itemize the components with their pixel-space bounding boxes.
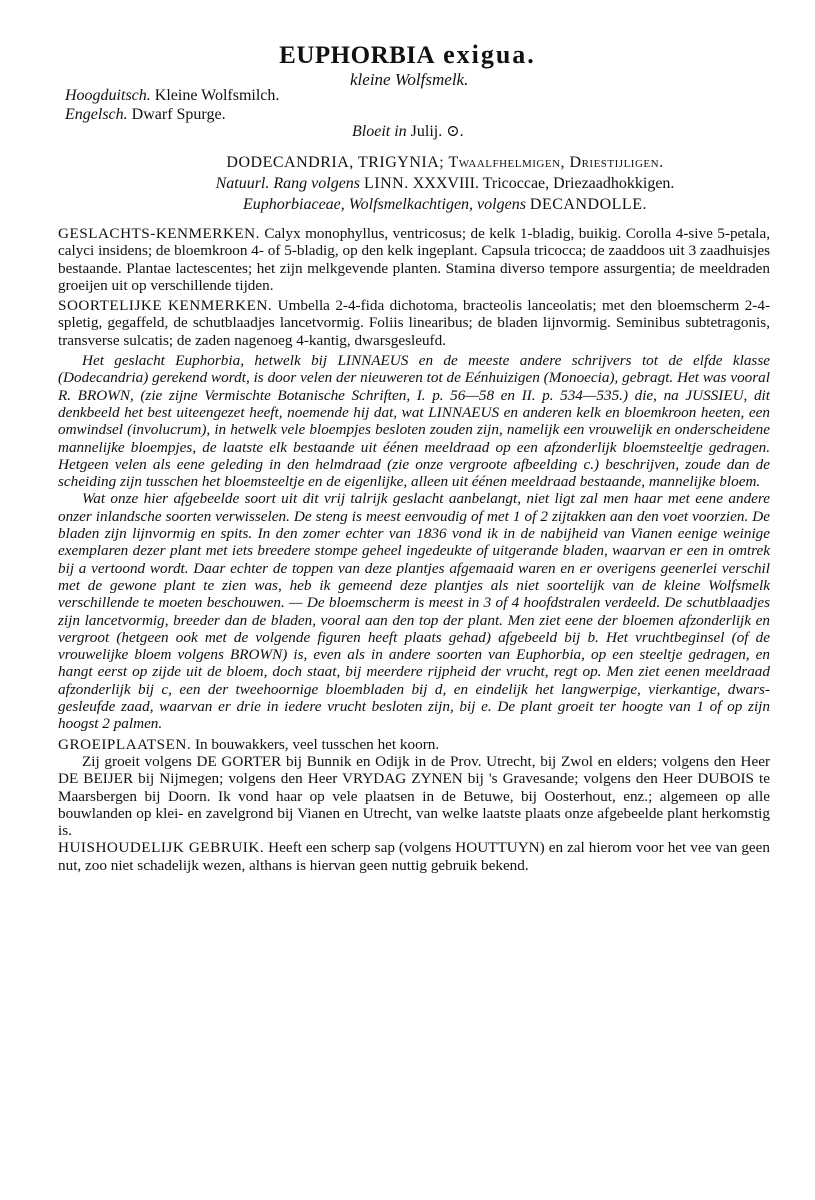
dutch-common-name: kleine Wolfsmelk. xyxy=(350,70,469,89)
domestic-use-text: Heeft een scherp sap (volgens HOUTTUYN) en zal hierom voor het vee van geen nut, zoo niet schadelijk wezen, althans is hiervan geen nuttig gebruik bekend. xyxy=(58,839,770,874)
classification-line-1: DODECANDRIA, TRIGYNIA; Twaalfhelmigen, Driestijligen. xyxy=(226,154,664,171)
habitat-locations: Zij groeit volgens DE GORTER bij Bunnik en Odijk in de Prov. Utrecht, bij Zwol en elders; volgens den Heer DE BEIJER bij Nijmegen; volgens den Heer VRYDAG ZYNEN bij 's Gravesande; volgens den Heer DUBOIS te Maarsbergen bij Doorn. Ik vond haar op vele plaatsen in de Betuwe, bij Oosterhout, enz.; algemeen op alle bouwlanden op klei- en zavelgrond bij Vianen en Utrecht, van welke laatste plaats onze afgebeelde plant herkomstig is. xyxy=(58,752,770,840)
domestic-use xyxy=(58,839,770,874)
flowering-month: Julij. xyxy=(410,123,443,140)
rank-author: LINN. xyxy=(364,175,409,192)
page-title xyxy=(0,40,815,71)
english-name: Dwarf Spurge. xyxy=(131,106,226,123)
genus-characters-text: Calyx monophyllus, ventricosus; de kelk 1-bladig, buikig. Corolla 4-sive 5-petala, calyci insidens; de bloemkroon 4- of 5-bladig, op den kelk ingeplant. Capsula tricocca; de zaaddoos uit 3 zaadhuisjes bestaande. Plantae lactescentes; het zijn melkgevende planten. Stamina diverso tempore assurgentia; de meeldraden groeijen uit op verschillende tijden. xyxy=(58,225,770,294)
body-text xyxy=(58,225,770,874)
classification-line-2 xyxy=(150,173,740,194)
genus-characters xyxy=(58,225,770,294)
german-label: Hoogduitsch. xyxy=(65,87,151,104)
species-name: exigua. xyxy=(443,40,536,69)
flowering-line xyxy=(352,122,464,142)
annual-symbol: ⊙. xyxy=(446,123,464,140)
rank-prefix: Natuurl. Rang volgens xyxy=(215,175,361,192)
classification-line-3 xyxy=(150,194,740,215)
habitat xyxy=(58,736,770,753)
species-characters xyxy=(58,297,770,349)
classification-block xyxy=(150,152,740,215)
domestic-use-heading: HUISHOUDELIJK GEBRUIK. xyxy=(58,839,265,857)
species-characters-heading: SOORTELIJKE KENMERKEN. xyxy=(58,297,273,315)
rank-rest: XXXVIII. Tricoccae, Driezaadhokkigen. xyxy=(412,175,675,192)
genus-characters-heading: GESLACHTS-KENMERKEN. xyxy=(58,225,260,242)
species-characters-text: Umbella 2-4-fida dichotoma, bracteolis lanceolatis; met den bloemscherm 2-4-spletig, gegaffeld, de schutblaadjes lancetvormig. Foliis linearibus; de bladen lijnvormig. Seminibus subtetragonis, transverse sulcatis; de zaden nagenoeg 4-kantig, dwarsgesleufd. xyxy=(58,297,771,349)
paragraph-species: Wat onze hier afgebeelde soort uit dit vrij talrijk geslacht aanbelangt, niet ligt zal men haar met eene andere onzer inlandsche soorten verwisselen. De steng is meest eenvoudig of met 1 of 2 zijtakken aan den voet voorzien. De bladen zijn lijnvormig en spits. In den zomer echter van 1836 vond ik in de nabijheid van Vianen eenige weinige exemplaren dezer plant met iets breedere stompe geheel ingedeukte of uitgerande bladen, waarvan er een in omtrek bij a vertoond wordt. Daar echter de toppen van deze plantjes afgemaaid waren en er overigens geenerlei verschil met de gewone plant te zien was, heb ik gemeend deze plantjes als niet soortelijk van de kleine Wolfsmelk verschillende te moeten beschouwen. — De bloemscherm is meest in 3 of 4 hoofdstralen verdeeld. De schutblaadjes zijn lancetvormig, breeder dan de bladen, vooral aan den top der plant. Men ziet eene der bloemen afzonderlijk en vergroot (hetgeen ook met de volgende figuren heeft plaats gehad) afgebeeld bij b. Het vruchtbeginsel (of de vrouwelijke bloem volgens BROWN) is, even als in andere soorten van Euphorbia, op een steeltje gedragen, en hangt eerst op zijde uit de bloem, doch staat, bij meerdere rijpheid der vrucht, regt op. Men ziet eenen meeldraad afzonderlijk bij c, een der tweehoornige bloembladen bij d, en eindelijk het langwerpige, vierkantige, dwars-gesleufde zaad, waarvan er drie in iedere vrucht besloten zijn, bij e. De plant groeit ter hoogte van 1 of op zijn hoogst 2 palmen. xyxy=(58,490,770,733)
english-label: Engelsch. xyxy=(65,106,128,123)
paragraph-genus: Het geslacht Euphorbia, hetwelk bij LINNAEUS en de meeste andere schrijvers tot de elfde klasse (Dodecandria) gerekend wordt, is door velen der nieuweren tot de Eénhuizigen (Monoecia), gebragt. Het was vooral R. BROWN, (zie zijne Vermischte Botanische Schriften, I. p. 56—58 en II. p. 534—535.) die, na JUSSIEU, dit denkbeeld het best uiteengezet heeft, noemende hij dat, wat LINNAEUS en anderen kelk en bloemkroon heeten, een omwindsel (involucrum), in hetwelk vele bloempjes besloten zouden zijn, namelijk een vrouwelijk en onderscheidene mannelijke bloempjes, de laatste elk bestaande uit éénen meeldraad op een afzonderlijk bloemsteeltje gedragen. Hetgeen velen als eene geleding in den helmdraad (zie onze vergroote afbeelding c.) beschrijven, zoude dan de scheiding zijn tusschen het bloemsteeltje en de eigenlijke, alleen uit éénen meeldraad bestaande, mannelijke bloem. xyxy=(58,352,770,491)
genus-name: EUPHORBIA xyxy=(279,42,436,69)
german-name: Kleine Wolfsmilch. xyxy=(154,87,280,104)
habitat-heading: GROEIPLAATSEN. xyxy=(58,735,192,753)
common-names xyxy=(65,86,279,124)
family-prefix: Euphorbiaceae, Wolfsmelkachtigen, volgens xyxy=(243,196,526,213)
flowering-label: Bloeit in xyxy=(352,123,407,140)
family-author: DECANDOLLE. xyxy=(529,196,647,213)
habitat-text: In bouwakkers, veel tusschen het koorn. xyxy=(194,735,440,753)
